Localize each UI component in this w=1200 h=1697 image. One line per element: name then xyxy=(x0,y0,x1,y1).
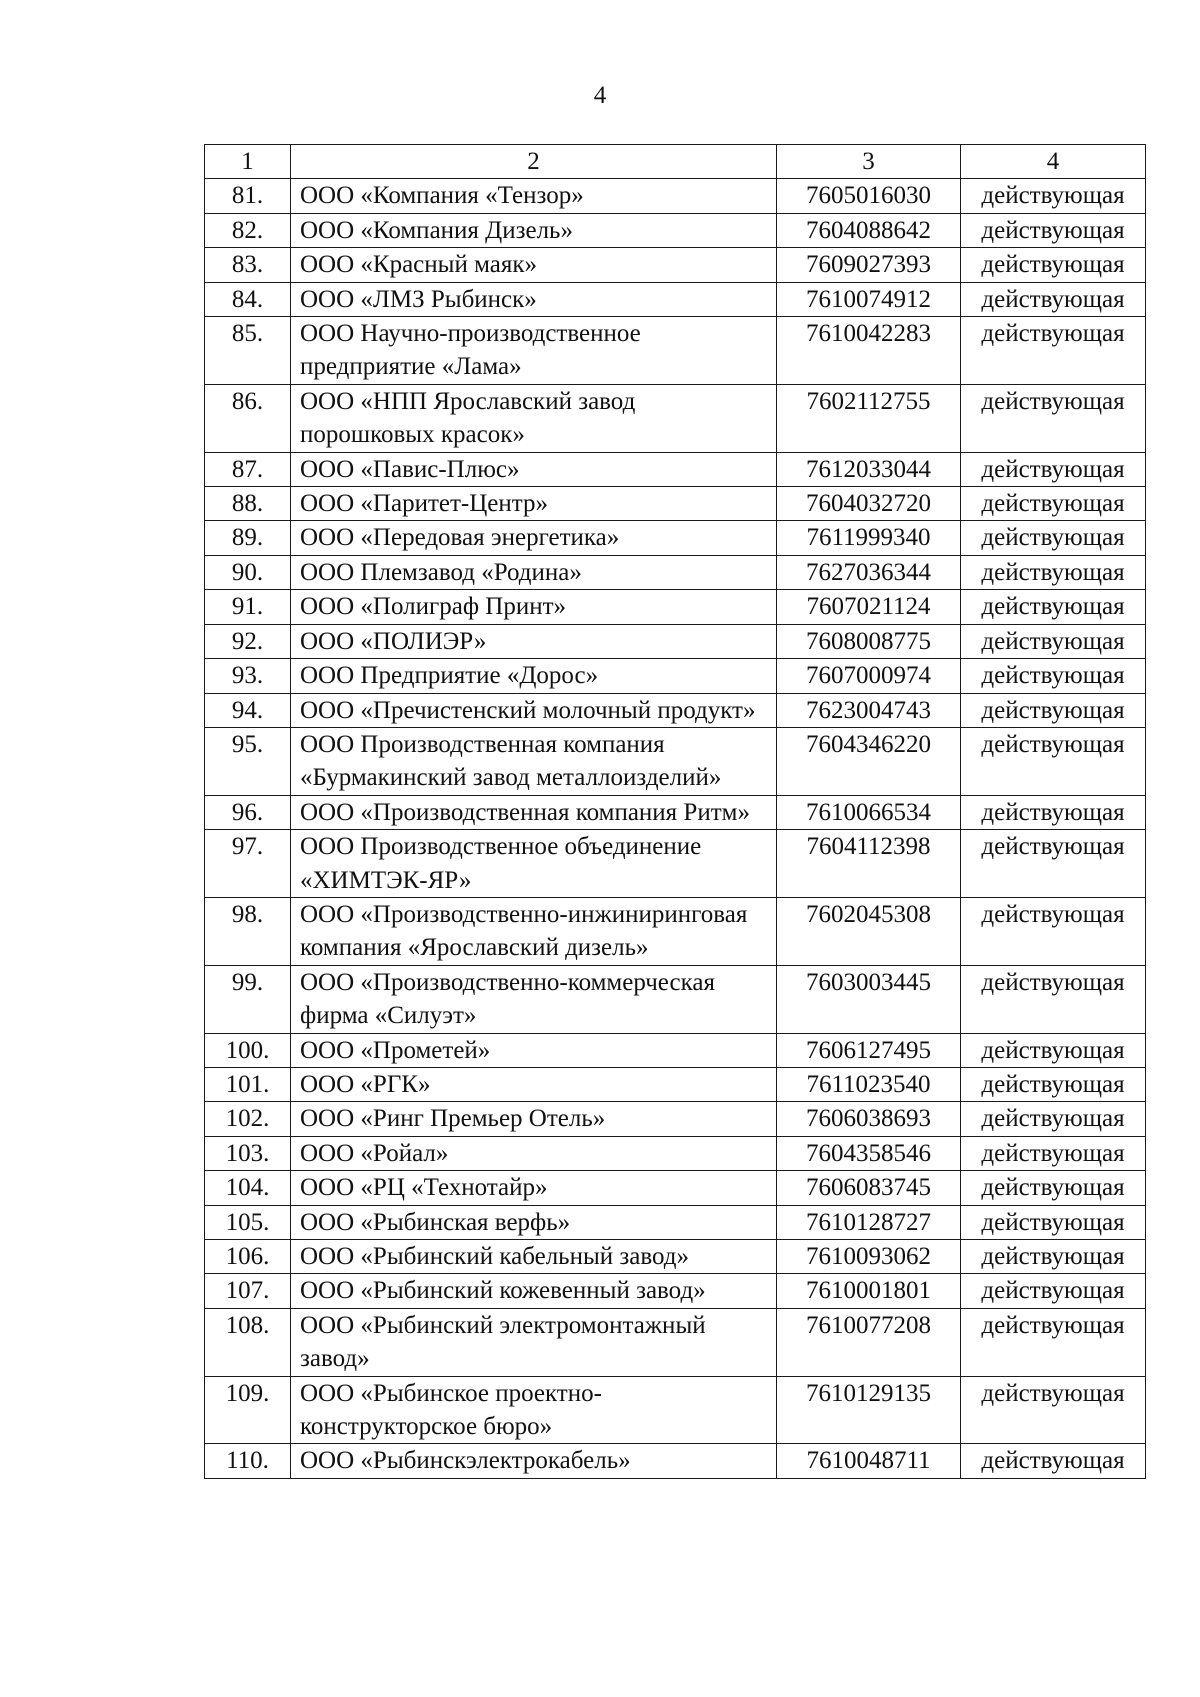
table-row xyxy=(205,1444,1146,1478)
table-row xyxy=(205,693,1146,727)
row-number: 86. xyxy=(205,384,291,452)
table-row xyxy=(205,897,1146,965)
row-number: 89. xyxy=(205,521,291,555)
table-row xyxy=(205,1240,1146,1274)
inn-number: 7607000974 xyxy=(777,659,961,693)
table-row xyxy=(205,1205,1146,1239)
organization-name: ООО «Паритет-Центр» xyxy=(291,487,777,521)
table-row xyxy=(205,248,1146,282)
inn-number: 7607021124 xyxy=(777,590,961,624)
table-row xyxy=(205,659,1146,693)
table-row xyxy=(205,624,1146,658)
organization-name: ООО «Компания «Тензор» xyxy=(291,179,777,213)
column-number-3: 3 xyxy=(777,145,961,179)
inn-number: 7606038693 xyxy=(777,1102,961,1136)
organizations-table-body xyxy=(205,145,1146,1479)
row-number: 97. xyxy=(205,830,291,898)
row-number: 84. xyxy=(205,282,291,316)
row-number: 103. xyxy=(205,1136,291,1170)
organization-name: ООО «РЦ «Технотайр» xyxy=(291,1171,777,1205)
organization-name: ООО «ЛМЗ Рыбинск» xyxy=(291,282,777,316)
status-text: действующая xyxy=(961,1240,1146,1274)
table-row xyxy=(205,1102,1146,1136)
organization-name: ООО Производственная компания «Бурмакинский завод металлоизделий» xyxy=(291,727,777,795)
row-number: 94. xyxy=(205,693,291,727)
row-number: 100. xyxy=(205,1033,291,1067)
status-text: действующая xyxy=(961,317,1146,385)
organization-name: ООО «Рыбинскэлектрокабель» xyxy=(291,1444,777,1478)
status-text: действующая xyxy=(961,1171,1146,1205)
row-number: 95. xyxy=(205,727,291,795)
row-number: 96. xyxy=(205,795,291,829)
status-text: действующая xyxy=(961,213,1146,247)
status-text: действующая xyxy=(961,1102,1146,1136)
inn-number: 7604346220 xyxy=(777,727,961,795)
table-row xyxy=(205,1376,1146,1444)
table-row xyxy=(205,795,1146,829)
inn-number: 7610048711 xyxy=(777,1444,961,1478)
organization-name: ООО «Прометей» xyxy=(291,1033,777,1067)
table-row xyxy=(205,213,1146,247)
table-row xyxy=(205,1171,1146,1205)
organization-name: ООО «Производственно-инжиниринговая компания «Ярославский дизель» xyxy=(291,897,777,965)
status-text: действующая xyxy=(961,1067,1146,1101)
organization-name: ООО «РГК» xyxy=(291,1067,777,1101)
row-number: 108. xyxy=(205,1308,291,1376)
organization-name: ООО «Передовая энергетика» xyxy=(291,521,777,555)
row-number: 109. xyxy=(205,1376,291,1444)
organization-name: ООО «Производственно-коммерческая фирма «Силуэт» xyxy=(291,965,777,1033)
inn-number: 7609027393 xyxy=(777,248,961,282)
status-text: действующая xyxy=(961,795,1146,829)
status-text: действующая xyxy=(961,727,1146,795)
inn-number: 7610128727 xyxy=(777,1205,961,1239)
status-text: действующая xyxy=(961,248,1146,282)
table-row xyxy=(205,830,1146,898)
row-number: 81. xyxy=(205,179,291,213)
table-row xyxy=(205,179,1146,213)
row-number: 106. xyxy=(205,1240,291,1274)
status-text: действующая xyxy=(961,624,1146,658)
row-number: 98. xyxy=(205,897,291,965)
status-text: действующая xyxy=(961,693,1146,727)
table-row xyxy=(205,727,1146,795)
status-text: действующая xyxy=(961,965,1146,1033)
inn-number: 7610074912 xyxy=(777,282,961,316)
status-text: действующая xyxy=(961,659,1146,693)
inn-number: 7604088642 xyxy=(777,213,961,247)
table-row xyxy=(205,317,1146,385)
row-number: 104. xyxy=(205,1171,291,1205)
status-text: действующая xyxy=(961,830,1146,898)
status-text: действующая xyxy=(961,282,1146,316)
status-text: действующая xyxy=(961,1136,1146,1170)
organization-name: ООО Предприятие «Дорос» xyxy=(291,659,777,693)
organization-name: ООО Производственное объединение «ХИМТЭК-ЯР» xyxy=(291,830,777,898)
organization-name: ООО Племзавод «Родина» xyxy=(291,555,777,589)
row-number: 101. xyxy=(205,1067,291,1101)
inn-number: 7623004743 xyxy=(777,693,961,727)
row-number: 93. xyxy=(205,659,291,693)
organizations-table xyxy=(204,144,1146,1479)
organization-name: ООО «Рыбинский кабельный завод» xyxy=(291,1240,777,1274)
table-row xyxy=(205,1274,1146,1308)
inn-number: 7611999340 xyxy=(777,521,961,555)
table-row xyxy=(205,521,1146,555)
organization-name: ООО «Ройал» xyxy=(291,1136,777,1170)
status-text: действующая xyxy=(961,1444,1146,1478)
inn-number: 7602112755 xyxy=(777,384,961,452)
row-number: 87. xyxy=(205,452,291,486)
table-row xyxy=(205,965,1146,1033)
row-number: 92. xyxy=(205,624,291,658)
inn-number: 7604358546 xyxy=(777,1136,961,1170)
inn-number: 7610001801 xyxy=(777,1274,961,1308)
organization-name: ООО «НПП Ярославский завод порошковых красок» xyxy=(291,384,777,452)
row-number: 83. xyxy=(205,248,291,282)
inn-number: 7611023540 xyxy=(777,1067,961,1101)
organization-name: ООО «Ринг Премьер Отель» xyxy=(291,1102,777,1136)
row-number: 105. xyxy=(205,1205,291,1239)
status-text: действующая xyxy=(961,1308,1146,1376)
status-text: действующая xyxy=(961,555,1146,589)
row-number: 85. xyxy=(205,317,291,385)
status-text: действующая xyxy=(961,897,1146,965)
row-number: 91. xyxy=(205,590,291,624)
organization-name: ООО «Рыбинская верфь» xyxy=(291,1205,777,1239)
organization-name: ООО «Рыбинский кожевенный завод» xyxy=(291,1274,777,1308)
table-row xyxy=(205,590,1146,624)
table-row xyxy=(205,1308,1146,1376)
status-text: действующая xyxy=(961,452,1146,486)
inn-number: 7602045308 xyxy=(777,897,961,965)
inn-number: 7604032720 xyxy=(777,487,961,521)
status-text: действующая xyxy=(961,590,1146,624)
organization-name: ООО «Красный маяк» xyxy=(291,248,777,282)
table-row xyxy=(205,1067,1146,1101)
page-number: 4 xyxy=(593,82,607,109)
status-text: действующая xyxy=(961,179,1146,213)
inn-number: 7605016030 xyxy=(777,179,961,213)
inn-number: 7610042283 xyxy=(777,317,961,385)
row-number: 99. xyxy=(205,965,291,1033)
inn-number: 7606083745 xyxy=(777,1171,961,1205)
organization-name: ООО Научно-производственное предприятие «Лама» xyxy=(291,317,777,385)
table-row xyxy=(205,282,1146,316)
row-number: 107. xyxy=(205,1274,291,1308)
inn-number: 7610077208 xyxy=(777,1308,961,1376)
column-number-4: 4 xyxy=(961,145,1146,179)
inn-number: 7606127495 xyxy=(777,1033,961,1067)
inn-number: 7604112398 xyxy=(777,830,961,898)
column-number-2: 2 xyxy=(291,145,777,179)
inn-number: 7610129135 xyxy=(777,1376,961,1444)
status-text: действующая xyxy=(961,1376,1146,1444)
column-number-row xyxy=(205,145,1146,179)
organization-name: ООО «Павис-Плюс» xyxy=(291,452,777,486)
inn-number: 7610093062 xyxy=(777,1240,961,1274)
row-number: 88. xyxy=(205,487,291,521)
inn-number: 7608008775 xyxy=(777,624,961,658)
table-row xyxy=(205,555,1146,589)
status-text: действующая xyxy=(961,487,1146,521)
row-number: 110. xyxy=(205,1444,291,1478)
organization-name: ООО «Рыбинский электромонтажный завод» xyxy=(291,1308,777,1376)
organization-name: ООО «Полиграф Принт» xyxy=(291,590,777,624)
inn-number: 7612033044 xyxy=(777,452,961,486)
table-row xyxy=(205,452,1146,486)
row-number: 102. xyxy=(205,1102,291,1136)
organization-name: ООО «Компания Дизель» xyxy=(291,213,777,247)
organization-name: ООО «Производственная компания Ритм» xyxy=(291,795,777,829)
organization-name: ООО «ПОЛИЭР» xyxy=(291,624,777,658)
inn-number: 7610066534 xyxy=(777,795,961,829)
table-row xyxy=(205,384,1146,452)
status-text: действующая xyxy=(961,384,1146,452)
inn-number: 7627036344 xyxy=(777,555,961,589)
column-number-1: 1 xyxy=(205,145,291,179)
status-text: действующая xyxy=(961,1033,1146,1067)
row-number: 82. xyxy=(205,213,291,247)
row-number: 90. xyxy=(205,555,291,589)
status-text: действующая xyxy=(961,1274,1146,1308)
status-text: действующая xyxy=(961,1205,1146,1239)
organization-name: ООО «Пречистенский молочный продукт» xyxy=(291,693,777,727)
table-row xyxy=(205,1136,1146,1170)
table-row xyxy=(205,1033,1146,1067)
organization-name: ООО «Рыбинское проектно-конструкторское бюро» xyxy=(291,1376,777,1444)
table-row xyxy=(205,487,1146,521)
status-text: действующая xyxy=(961,521,1146,555)
inn-number: 7603003445 xyxy=(777,965,961,1033)
